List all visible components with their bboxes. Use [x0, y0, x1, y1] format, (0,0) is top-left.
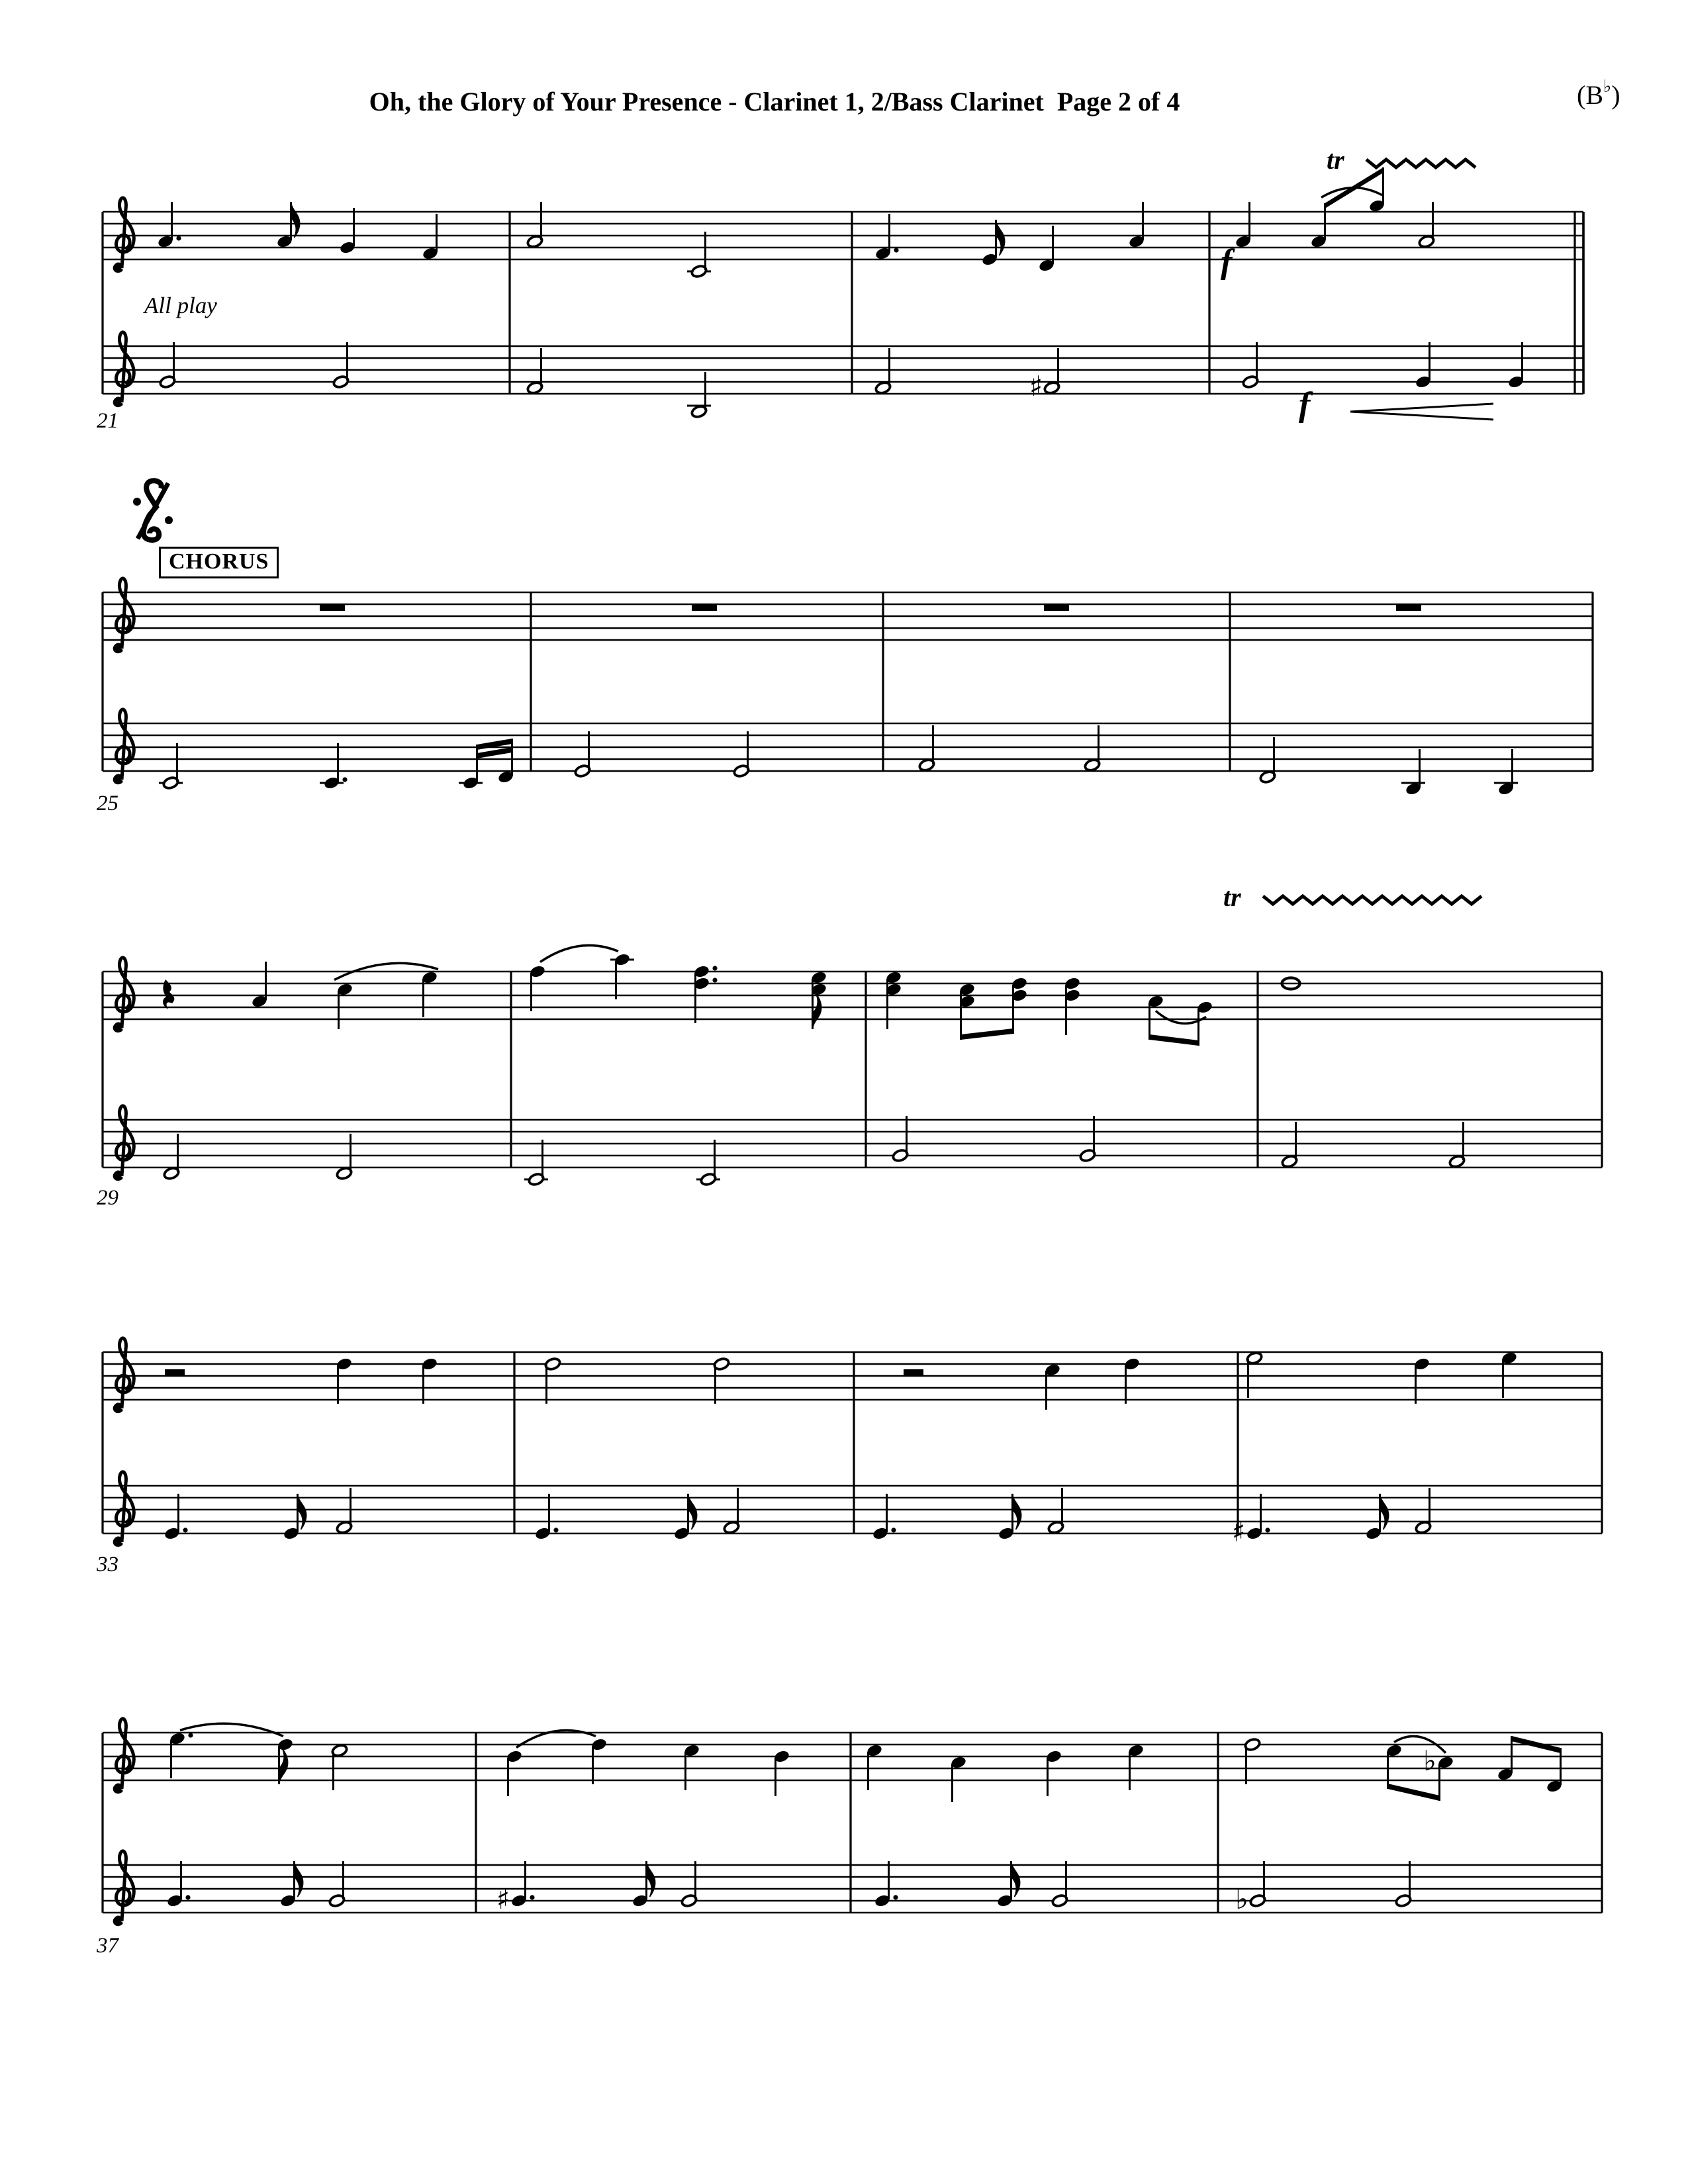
flat-icon: ♭: [1603, 77, 1612, 97]
measure-number: 29: [97, 1186, 118, 1210]
key-open: (B: [1577, 80, 1603, 110]
svg-text:♯: ♯: [1029, 370, 1043, 402]
svg-text:♯: ♯: [496, 1883, 510, 1915]
svg-text:♭: ♭: [1235, 1883, 1248, 1915]
key-close: ): [1611, 80, 1620, 110]
trill-marking: tr: [1223, 882, 1241, 912]
measure-number: 25: [97, 792, 118, 815]
svg-text:♯: ♯: [1232, 1516, 1246, 1548]
page-title: Oh, the Glory of Your Presence - Clarinet 1, 2/Bass Clarinet Page 2 of 4: [369, 87, 1180, 116]
measure-number: 37: [97, 1934, 118, 1958]
forte-dynamic: f: [1299, 386, 1311, 424]
trill-marking: tr: [1327, 145, 1344, 175]
measure-number: 33: [97, 1553, 118, 1576]
measure-number: 21: [97, 409, 118, 433]
svg-text:♭: ♭: [1423, 1745, 1436, 1777]
forte-dynamic: f: [1221, 243, 1233, 281]
chorus-section-label: CHORUS: [159, 547, 279, 578]
all-play-direction: All play: [144, 293, 217, 318]
